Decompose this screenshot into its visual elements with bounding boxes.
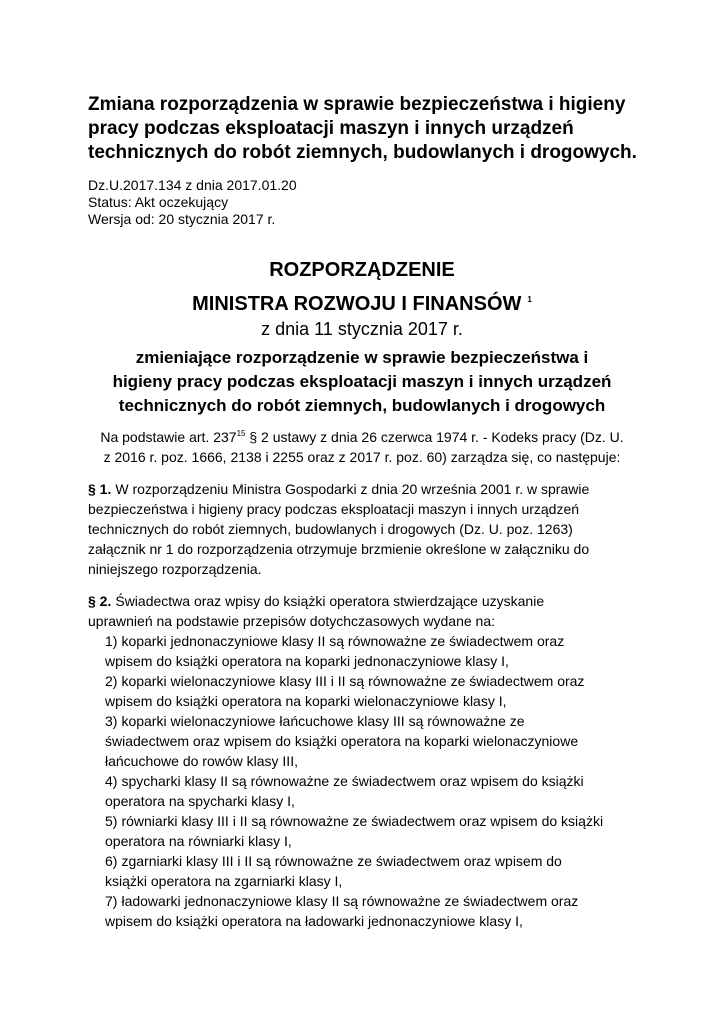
section-mark: § 2. <box>88 593 112 609</box>
item-text: równiarki klasy III i II są równoważne ze świadectwem oraz wpisem do książki <box>121 813 604 829</box>
section-line <box>88 591 648 611</box>
list-item <box>88 771 648 811</box>
section-line <box>88 479 648 499</box>
item-number: 2) <box>105 673 118 689</box>
authority-text: MINISTRA ROZWOJU I FINANSÓW <box>192 293 522 315</box>
article-superscript: 15 <box>236 429 246 438</box>
subject-line: higieny pracy podczas eksploatacji maszyn i innych urządzeń <box>112 372 612 391</box>
item-line <box>105 671 648 691</box>
act-type-heading: ROZPORZĄDZENIE <box>269 259 455 281</box>
list-item <box>88 631 648 671</box>
item-line <box>105 891 648 911</box>
item-line <box>105 851 648 871</box>
list-item <box>88 711 648 771</box>
item-text: koparki wielonaczyniowe klasy III i II są równoważne ze świadectwem oraz <box>121 673 585 689</box>
item-line: operatora na równiarki klasy I, <box>105 833 292 849</box>
act-date: z dnia 11 stycznia 2017 r. <box>261 319 463 339</box>
section-line: bezpieczeństwa i higieny pracy podczas eksploatacji maszyn i innych urządzeń <box>88 501 580 517</box>
item-line <box>105 771 648 791</box>
legal-basis-line <box>0 424 724 447</box>
document-metadata <box>88 177 724 228</box>
section-line: niniejszego rozporządzenia. <box>88 561 262 577</box>
section-line: technicznych do robót ziemnych, budowlanych i drogowych (Dz. U. poz. 1263) <box>88 521 573 537</box>
legal-basis <box>0 424 724 467</box>
subject-line: technicznych do robót ziemnych, budowlanych i drogowych <box>118 396 606 415</box>
item-line: łańcuchowe do rowów klasy III, <box>105 753 298 769</box>
item-number: 7) <box>105 893 118 909</box>
legal-basis-line: z 2016 r. poz. 1666, 2138 i 2255 oraz z 2017 r. poz. 60) zarządza się, co następuje: <box>103 449 621 465</box>
item-text: zgarniarki klasy III i II są równoważne ze świadectwem oraz wpisem do <box>121 853 562 869</box>
item-line: książki operatora na zgarniarki klasy I, <box>105 873 343 889</box>
item-number: 5) <box>105 813 118 829</box>
section-mark: § 1. <box>88 481 112 497</box>
journal-reference: Dz.U.2017.134 z dnia 2017.01.20 <box>88 177 297 193</box>
section-line: załącznik nr 1 do rozporządzenia otrzymuje brzmienie określone w załączniku do <box>88 541 590 557</box>
version-line: Wersja od: 20 stycznia 2017 r. <box>88 211 276 227</box>
item-line: wpisem do książki operatora na koparki jednonaczyniowe klasy I, <box>105 653 509 669</box>
list-item <box>88 851 648 891</box>
status-line: Status: Akt oczekujący <box>88 194 229 210</box>
item-line <box>105 631 648 651</box>
section-text: Świadectwa oraz wpisy do książki operatora stwierdzające uzyskanie <box>115 593 545 609</box>
footnote-reference: 1 <box>527 295 532 304</box>
section-line: uprawnień na podstawie przepisów dotychczasowych wydane na: <box>88 613 496 629</box>
list-item <box>88 811 648 851</box>
section-text: W rozporządzeniu Ministra Gospodarki z dnia 20 września 2001 r. w sprawie <box>115 481 590 497</box>
item-number: 6) <box>105 853 118 869</box>
act-authority-heading <box>0 287 724 317</box>
basis-text: § 2 ustawy z dnia 26 czerwca 1974 r. - Kodeks pracy (Dz. U. <box>245 429 624 445</box>
item-line: operatora na spycharki klasy I, <box>105 793 295 809</box>
section-1 <box>88 479 648 579</box>
item-line <box>105 811 648 831</box>
item-line: wpisem do książki operatora na koparki wielonaczyniowe klasy I, <box>105 693 507 709</box>
item-line: świadectwem oraz wpisem do książki operatora na koparki wielonaczyniowe <box>105 733 579 749</box>
item-line <box>105 711 648 731</box>
list-item <box>88 891 648 931</box>
item-number: 3) <box>105 713 118 729</box>
basis-text: Na podstawie art. 237 <box>100 429 237 445</box>
document-title: Zmiana rozporządzenia w sprawie bezpieczeństwa i higieny pracy podczas eksploatacji maszyn i innych urządzeń technicznych do robót ziemnych, budowlanych i drogowych. <box>88 94 637 163</box>
item-text: koparki jednonaczyniowe klasy II są równoważne ze świadectwem oraz <box>121 633 565 649</box>
item-number: 1) <box>105 633 118 649</box>
act-subject <box>0 346 724 418</box>
list-item <box>88 671 648 711</box>
item-line: wpisem do książki operatora na ładowarki jednonaczyniowe klasy I, <box>105 913 523 929</box>
item-text: spycharki klasy II są równoważne ze świadectwem oraz wpisem do książki <box>121 773 584 789</box>
item-text: ładowarki jednonaczyniowe klasy II są równoważne ze świadectwem oraz <box>121 893 579 909</box>
item-text: koparki wielonaczyniowe łańcuchowe klasy III są równoważne ze <box>121 713 525 729</box>
item-number: 4) <box>105 773 118 789</box>
section-2 <box>88 591 648 931</box>
subject-line: zmieniające rozporządzenie w sprawie bezpieczeństwa i <box>135 348 589 367</box>
